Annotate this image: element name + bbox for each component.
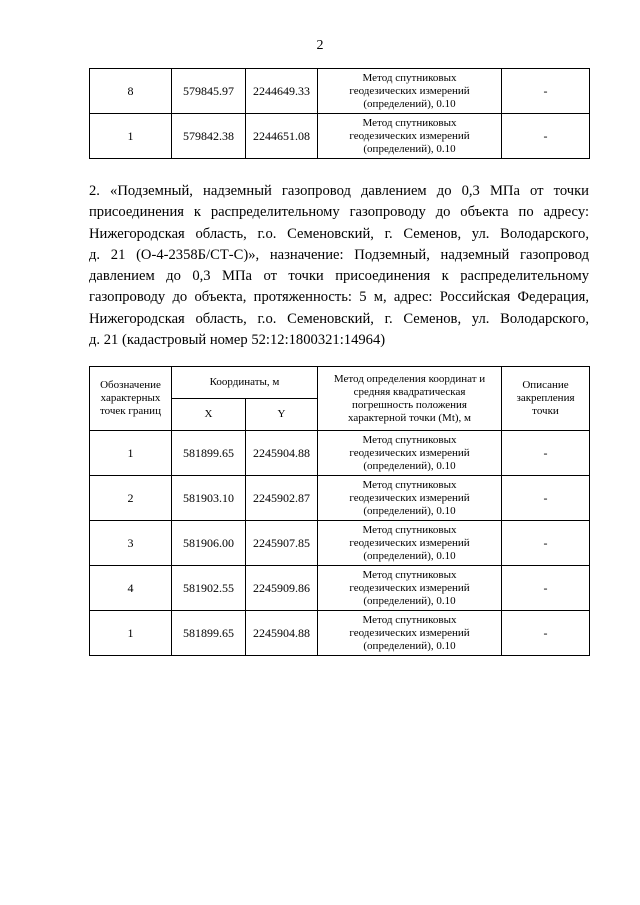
method-cell: Метод спутниковых геодезических измерений (определений), 0.10 bbox=[318, 521, 502, 566]
table-row bbox=[90, 431, 590, 476]
x-cell: 581903.10 bbox=[172, 476, 246, 521]
table-row bbox=[90, 69, 590, 114]
header-x: X bbox=[172, 399, 246, 431]
point-cell: 2 bbox=[90, 476, 172, 521]
method-cell: Метод спутниковых геодезических измерений (определений), 0.10 bbox=[318, 114, 502, 159]
y-cell: 2244651.08 bbox=[246, 114, 318, 159]
x-cell: 581899.65 bbox=[172, 611, 246, 656]
header-fix: Описание закрепления точки bbox=[502, 367, 590, 431]
y-cell: 2245909.86 bbox=[246, 566, 318, 611]
point-cell: 4 bbox=[90, 566, 172, 611]
fix-cell: - bbox=[502, 114, 590, 159]
point-cell: 1 bbox=[90, 431, 172, 476]
table-row bbox=[90, 611, 590, 656]
method-cell: Метод спутниковых геодезических измерений (определений), 0.10 bbox=[318, 476, 502, 521]
table-row bbox=[90, 114, 590, 159]
y-cell: 2245904.88 bbox=[246, 431, 318, 476]
header-point: Обозначение характерных точек границ bbox=[90, 367, 172, 431]
fix-cell: - bbox=[502, 566, 590, 611]
method-cell: Метод спутниковых геодезических измерений (определений), 0.10 bbox=[318, 69, 502, 114]
point-cell: 1 bbox=[90, 611, 172, 656]
page-number: 2 bbox=[316, 38, 324, 53]
header-y: Y bbox=[246, 399, 318, 431]
point-cell: 8 bbox=[90, 69, 172, 114]
table-row bbox=[90, 521, 590, 566]
fix-cell: - bbox=[502, 431, 590, 476]
fix-cell: - bbox=[502, 69, 590, 114]
object-description-paragraph: 2. «Подземный, надземный газопровод давлением до 0,3 МПа от точки присоединения к распределительному газопроводу до объекта по адресу: Нижегородская область, г.о. Семеновский, г. Семенов, ул. Володарского, д. 21 (О-4-2358Б/СТ-С)», назначение: Подземный, надземный газопровод давлением до 0,3 МПа от точки присоединения к распределительному газопроводу до объекта, протяженность: 5 м, адрес: Российская Федерация, Нижегородская область, г.о. Семеновский, г. Семенов, ул. Володарского, д. 21 (кадастровый номер 52:12:1800321:14964) bbox=[89, 183, 589, 349]
point-cell: 1 bbox=[90, 114, 172, 159]
header-coordinates: Координаты, м bbox=[172, 367, 318, 399]
y-cell: 2244649.33 bbox=[246, 69, 318, 114]
x-cell: 581902.55 bbox=[172, 566, 246, 611]
header-method: Метод определения координат и средняя квадратическая погрешность положения характерной точки (Mt), м bbox=[318, 367, 502, 431]
coordinates-table-continued bbox=[89, 68, 590, 159]
x-cell: 581906.00 bbox=[172, 521, 246, 566]
fix-cell: - bbox=[502, 521, 590, 566]
x-cell: 579845.97 bbox=[172, 69, 246, 114]
coordinates-table bbox=[89, 366, 590, 656]
fix-cell: - bbox=[502, 611, 590, 656]
table-row bbox=[90, 476, 590, 521]
point-cell: 3 bbox=[90, 521, 172, 566]
y-cell: 2245902.87 bbox=[246, 476, 318, 521]
x-cell: 581899.65 bbox=[172, 431, 246, 476]
y-cell: 2245904.88 bbox=[246, 611, 318, 656]
method-cell: Метод спутниковых геодезических измерений (определений), 0.10 bbox=[318, 566, 502, 611]
x-cell: 579842.38 bbox=[172, 114, 246, 159]
table-row bbox=[90, 566, 590, 611]
method-cell: Метод спутниковых геодезических измерений (определений), 0.10 bbox=[318, 611, 502, 656]
method-cell: Метод спутниковых геодезических измерений (определений), 0.10 bbox=[318, 431, 502, 476]
y-cell: 2245907.85 bbox=[246, 521, 318, 566]
fix-cell: - bbox=[502, 476, 590, 521]
